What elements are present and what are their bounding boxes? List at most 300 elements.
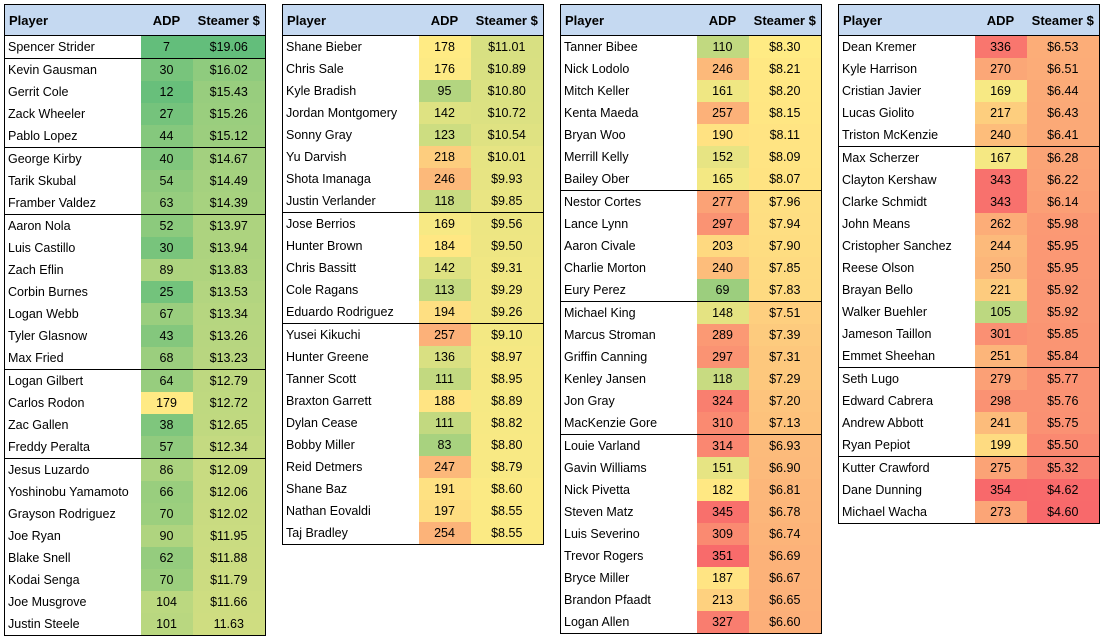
steamer-value-cell: $9.93	[471, 168, 544, 190]
steamer-value-cell: $12.72	[193, 392, 266, 414]
steamer-value-cell: $6.65	[749, 589, 822, 611]
table-row	[839, 368, 1100, 391]
player-name-cell: Zac Gallen	[5, 414, 141, 436]
adp-cell: 270	[975, 58, 1027, 80]
table-row	[561, 58, 822, 80]
steamer-value-cell: $12.09	[193, 459, 266, 482]
table-row	[283, 257, 544, 279]
adp-cell: 30	[141, 59, 193, 82]
adp-cell: 351	[697, 545, 749, 567]
player-name-cell: Yusei Kikuchi	[283, 324, 419, 347]
table-row	[5, 59, 266, 82]
steamer-value-cell: $8.95	[471, 368, 544, 390]
player-name-cell: Brayan Bello	[839, 279, 975, 301]
steamer-value-cell: $7.90	[749, 235, 822, 257]
steamer-value-cell: $10.72	[471, 102, 544, 124]
steamer-value-cell: $12.34	[193, 436, 266, 459]
table-row	[839, 301, 1100, 323]
steamer-value-cell: $8.89	[471, 390, 544, 412]
table-row	[283, 346, 544, 368]
player-name-cell: Jordan Montgomery	[283, 102, 419, 124]
table-row	[283, 80, 544, 102]
pitcher-table-2	[282, 4, 544, 545]
player-name-cell: Shota Imanaga	[283, 168, 419, 190]
player-name-cell: Lance Lynn	[561, 213, 697, 235]
player-name-cell: Triston McKenzie	[839, 124, 975, 147]
steamer-value-cell: $13.83	[193, 259, 266, 281]
player-name-cell: Emmet Sheehan	[839, 345, 975, 368]
adp-cell: 40	[141, 148, 193, 171]
adp-cell: 301	[975, 323, 1027, 345]
player-name-cell: Reese Olson	[839, 257, 975, 279]
player-name-cell: Jose Berrios	[283, 213, 419, 236]
steamer-value-cell: $6.14	[1027, 191, 1100, 213]
steamer-value-cell: $5.98	[1027, 213, 1100, 235]
table-row	[283, 500, 544, 522]
adp-cell: 277	[697, 191, 749, 214]
table-row	[5, 503, 266, 525]
player-name-cell: Cristian Javier	[839, 80, 975, 102]
player-name-cell: Kyle Harrison	[839, 58, 975, 80]
table-row	[839, 80, 1100, 102]
table-row	[561, 213, 822, 235]
player-name-cell: Luis Severino	[561, 523, 697, 545]
player-name-cell: Clarke Schmidt	[839, 191, 975, 213]
table-row	[561, 124, 822, 146]
steamer-value-cell: $6.74	[749, 523, 822, 545]
player-name-cell: Logan Webb	[5, 303, 141, 325]
steamer-value-cell: $11.79	[193, 569, 266, 591]
adp-cell: 176	[419, 58, 471, 80]
table-row	[5, 103, 266, 125]
table-row	[561, 523, 822, 545]
player-name-cell: Zach Eflin	[5, 259, 141, 281]
steamer-value-cell: $8.09	[749, 146, 822, 168]
table-row	[5, 613, 266, 636]
table-row	[839, 147, 1100, 170]
adp-cell: 152	[697, 146, 749, 168]
player-name-cell: Kodai Senga	[5, 569, 141, 591]
table-row	[5, 237, 266, 259]
adp-cell: 165	[697, 168, 749, 191]
player-name-cell: Taj Bradley	[283, 522, 419, 545]
steamer-value-cell: $13.26	[193, 325, 266, 347]
steamer-value-cell: $11.66	[193, 591, 266, 613]
adp-cell: 151	[697, 457, 749, 479]
steamer-value-cell: 11.63	[193, 613, 266, 636]
table-row	[283, 390, 544, 412]
adp-cell: 289	[697, 324, 749, 346]
adp-cell: 7	[141, 36, 193, 59]
adp-cell: 298	[975, 390, 1027, 412]
adp-cell: 111	[419, 368, 471, 390]
player-name-cell: Dylan Cease	[283, 412, 419, 434]
steamer-value-cell: $8.60	[471, 478, 544, 500]
table-row	[5, 36, 266, 59]
adp-cell: 38	[141, 414, 193, 436]
steamer-value-cell: $6.51	[1027, 58, 1100, 80]
adp-cell: 191	[419, 478, 471, 500]
steamer-value-cell: $11.95	[193, 525, 266, 547]
steamer-value-cell: $10.01	[471, 146, 544, 168]
header-steamer: Steamer $	[471, 5, 544, 36]
adp-cell: 142	[419, 257, 471, 279]
table-row	[5, 569, 266, 591]
adp-cell: 275	[975, 457, 1027, 480]
adp-cell: 86	[141, 459, 193, 482]
player-name-cell: Dean Kremer	[839, 36, 975, 59]
steamer-value-cell: $6.44	[1027, 80, 1100, 102]
table-row	[561, 589, 822, 611]
player-name-cell: Framber Valdez	[5, 192, 141, 215]
table-row	[561, 235, 822, 257]
adp-cell: 101	[141, 613, 193, 636]
steamer-value-cell: $13.97	[193, 215, 266, 238]
adp-cell: 148	[697, 302, 749, 325]
adp-cell: 246	[419, 168, 471, 190]
adp-cell: 244	[975, 235, 1027, 257]
table-row	[283, 124, 544, 146]
header-row	[283, 5, 544, 36]
player-name-cell: Joe Musgrove	[5, 591, 141, 613]
adp-cell: 336	[975, 36, 1027, 59]
steamer-value-cell: $16.02	[193, 59, 266, 82]
player-name-cell: Michael Wacha	[839, 501, 975, 524]
adp-cell: 240	[975, 124, 1027, 147]
header-player: Player	[561, 5, 697, 36]
player-name-cell: Jameson Taillon	[839, 323, 975, 345]
table-row	[5, 481, 266, 503]
table-row	[283, 368, 544, 390]
table-row	[561, 545, 822, 567]
table-row	[283, 146, 544, 168]
steamer-value-cell: $7.94	[749, 213, 822, 235]
player-name-cell: MacKenzie Gore	[561, 412, 697, 435]
header-row	[561, 5, 822, 36]
table-row	[839, 169, 1100, 191]
table-row	[283, 522, 544, 545]
table-row	[283, 301, 544, 324]
player-name-cell: Joe Ryan	[5, 525, 141, 547]
header-player: Player	[839, 5, 975, 36]
player-name-cell: Seth Lugo	[839, 368, 975, 391]
player-name-cell: Freddy Peralta	[5, 436, 141, 459]
player-name-cell: Hunter Brown	[283, 235, 419, 257]
player-name-cell: Walker Buehler	[839, 301, 975, 323]
player-name-cell: Chris Bassitt	[283, 257, 419, 279]
steamer-value-cell: $14.39	[193, 192, 266, 215]
adp-cell: 182	[697, 479, 749, 501]
steamer-value-cell: $7.83	[749, 279, 822, 302]
header-player: Player	[283, 5, 419, 36]
adp-cell: 25	[141, 281, 193, 303]
table-row	[561, 279, 822, 302]
player-name-cell: Andrew Abbott	[839, 412, 975, 434]
table-row	[5, 325, 266, 347]
adp-cell: 113	[419, 279, 471, 301]
steamer-value-cell: $8.80	[471, 434, 544, 456]
table-row	[839, 345, 1100, 368]
table-row	[561, 302, 822, 325]
adp-cell: 247	[419, 456, 471, 478]
table-row	[5, 436, 266, 459]
player-name-cell: Brandon Pfaadt	[561, 589, 697, 611]
adp-cell: 297	[697, 213, 749, 235]
steamer-value-cell: $14.49	[193, 170, 266, 192]
player-name-cell: Charlie Morton	[561, 257, 697, 279]
adp-cell: 246	[697, 58, 749, 80]
player-name-cell: Tanner Scott	[283, 368, 419, 390]
player-name-cell: Yu Darvish	[283, 146, 419, 168]
player-name-cell: Braxton Garrett	[283, 390, 419, 412]
adp-cell: 69	[697, 279, 749, 302]
adp-cell: 327	[697, 611, 749, 634]
adp-cell: 343	[975, 169, 1027, 191]
steamer-value-cell: $7.31	[749, 346, 822, 368]
player-name-cell: Kutter Crawford	[839, 457, 975, 480]
steamer-value-cell: $10.80	[471, 80, 544, 102]
adp-cell: 309	[697, 523, 749, 545]
header-row	[5, 5, 266, 36]
steamer-value-cell: $7.13	[749, 412, 822, 435]
adp-cell: 179	[141, 392, 193, 414]
adp-cell: 254	[419, 522, 471, 545]
adp-cell: 297	[697, 346, 749, 368]
table-row	[283, 279, 544, 301]
player-name-cell: Bailey Ober	[561, 168, 697, 191]
steamer-value-cell: $13.23	[193, 347, 266, 370]
steamer-value-cell: $12.79	[193, 370, 266, 393]
adp-cell: 110	[697, 36, 749, 59]
player-name-cell: Carlos Rodon	[5, 392, 141, 414]
table-row	[5, 370, 266, 393]
table-row	[283, 478, 544, 500]
steamer-value-cell: $14.67	[193, 148, 266, 171]
table-row	[839, 323, 1100, 345]
player-name-cell: Trevor Rogers	[561, 545, 697, 567]
table-row	[5, 215, 266, 238]
steamer-value-cell: $7.39	[749, 324, 822, 346]
player-name-cell: Tyler Glasnow	[5, 325, 141, 347]
adp-cell: 70	[141, 569, 193, 591]
adp-cell: 169	[419, 213, 471, 236]
table-row	[561, 501, 822, 523]
adp-cell: 273	[975, 501, 1027, 524]
table-row	[561, 191, 822, 214]
steamer-value-cell: $12.65	[193, 414, 266, 436]
steamer-value-cell: $6.43	[1027, 102, 1100, 124]
steamer-value-cell: $9.26	[471, 301, 544, 324]
player-name-cell: Merrill Kelly	[561, 146, 697, 168]
steamer-value-cell: $5.84	[1027, 345, 1100, 368]
player-name-cell: Chris Sale	[283, 58, 419, 80]
adp-cell: 30	[141, 237, 193, 259]
player-name-cell: Michael King	[561, 302, 697, 325]
player-name-cell: Cole Ragans	[283, 279, 419, 301]
player-name-cell: Justin Steele	[5, 613, 141, 636]
adp-cell: 257	[419, 324, 471, 347]
steamer-value-cell: $8.55	[471, 500, 544, 522]
player-name-cell: Bryan Woo	[561, 124, 697, 146]
player-name-cell: Gavin Williams	[561, 457, 697, 479]
adp-cell: 89	[141, 259, 193, 281]
player-name-cell: Nestor Cortes	[561, 191, 697, 214]
table-row	[561, 479, 822, 501]
player-name-cell: Cristopher Sanchez	[839, 235, 975, 257]
adp-cell: 169	[975, 80, 1027, 102]
header-steamer: Steamer $	[1027, 5, 1100, 36]
steamer-value-cell: $5.50	[1027, 434, 1100, 457]
header-adp: ADP	[141, 5, 193, 36]
player-name-cell: Steven Matz	[561, 501, 697, 523]
table-row	[5, 125, 266, 148]
table-row	[839, 457, 1100, 480]
table-row	[283, 324, 544, 347]
adp-cell: 184	[419, 235, 471, 257]
steamer-value-cell: $5.75	[1027, 412, 1100, 434]
header-row	[839, 5, 1100, 36]
player-name-cell: Clayton Kershaw	[839, 169, 975, 191]
player-name-cell: Mitch Keller	[561, 80, 697, 102]
header-steamer: Steamer $	[193, 5, 266, 36]
table-row	[839, 58, 1100, 80]
adp-cell: 218	[419, 146, 471, 168]
player-name-cell: Spencer Strider	[5, 36, 141, 59]
player-name-cell: Zack Wheeler	[5, 103, 141, 125]
steamer-value-cell: $6.28	[1027, 147, 1100, 170]
table-row	[283, 213, 544, 236]
header-steamer: Steamer $	[749, 5, 822, 36]
player-name-cell: Jon Gray	[561, 390, 697, 412]
adp-cell: 136	[419, 346, 471, 368]
player-name-cell: Ryan Pepiot	[839, 434, 975, 457]
table-row	[561, 567, 822, 589]
steamer-value-cell: $4.60	[1027, 501, 1100, 524]
table-row	[283, 102, 544, 124]
player-name-cell: Pablo Lopez	[5, 125, 141, 148]
adp-cell: 90	[141, 525, 193, 547]
table-row	[839, 434, 1100, 457]
steamer-value-cell: $15.26	[193, 103, 266, 125]
player-name-cell: Grayson Rodriguez	[5, 503, 141, 525]
steamer-value-cell: $9.50	[471, 235, 544, 257]
adp-cell: 217	[975, 102, 1027, 124]
player-name-cell: Jesus Luzardo	[5, 459, 141, 482]
steamer-value-cell: $9.56	[471, 213, 544, 236]
steamer-value-cell: $8.20	[749, 80, 822, 102]
player-name-cell: John Means	[839, 213, 975, 235]
table-row	[561, 80, 822, 102]
table-row	[283, 58, 544, 80]
adp-cell: 167	[975, 147, 1027, 170]
adp-cell: 221	[975, 279, 1027, 301]
table-row	[561, 611, 822, 634]
steamer-value-cell: $19.06	[193, 36, 266, 59]
adp-cell: 197	[419, 500, 471, 522]
player-name-cell: Edward Cabrera	[839, 390, 975, 412]
player-name-cell: Max Scherzer	[839, 147, 975, 170]
steamer-value-cell: $15.12	[193, 125, 266, 148]
player-name-cell: Nick Pivetta	[561, 479, 697, 501]
player-name-cell: Bobby Miller	[283, 434, 419, 456]
adp-cell: 67	[141, 303, 193, 325]
adp-cell: 118	[697, 368, 749, 390]
player-name-cell: Griffin Canning	[561, 346, 697, 368]
player-name-cell: Kenley Jansen	[561, 368, 697, 390]
steamer-value-cell: $12.06	[193, 481, 266, 503]
steamer-value-cell: $9.29	[471, 279, 544, 301]
adp-cell: 44	[141, 125, 193, 148]
table-row	[283, 36, 544, 59]
adp-cell: 314	[697, 435, 749, 458]
player-name-cell: Nathan Eovaldi	[283, 500, 419, 522]
table-row	[561, 457, 822, 479]
header-adp: ADP	[419, 5, 471, 36]
steamer-value-cell: $11.01	[471, 36, 544, 59]
player-name-cell: Louie Varland	[561, 435, 697, 458]
table-row	[561, 146, 822, 168]
steamer-value-cell: $5.32	[1027, 457, 1100, 480]
adp-cell: 310	[697, 412, 749, 435]
table-row	[561, 168, 822, 191]
table-row	[283, 190, 544, 213]
adp-cell: 123	[419, 124, 471, 146]
steamer-value-cell: $6.81	[749, 479, 822, 501]
steamer-value-cell: $8.11	[749, 124, 822, 146]
table-row	[839, 501, 1100, 524]
player-name-cell: Nick Lodolo	[561, 58, 697, 80]
pitcher-table-3	[560, 4, 822, 634]
player-name-cell: Corbin Burnes	[5, 281, 141, 303]
steamer-value-cell: $8.55	[471, 522, 544, 545]
table-row	[283, 235, 544, 257]
adp-cell: 62	[141, 547, 193, 569]
steamer-value-cell: $13.34	[193, 303, 266, 325]
player-name-cell: Kyle Bradish	[283, 80, 419, 102]
table-row	[5, 591, 266, 613]
adp-cell: 142	[419, 102, 471, 124]
steamer-value-cell: $8.82	[471, 412, 544, 434]
table-row	[839, 479, 1100, 501]
adp-cell: 111	[419, 412, 471, 434]
player-name-cell: Luis Castillo	[5, 237, 141, 259]
header-player: Player	[5, 5, 141, 36]
table-row	[561, 390, 822, 412]
adp-cell: 43	[141, 325, 193, 347]
steamer-value-cell: $6.53	[1027, 36, 1100, 59]
steamer-value-cell: $10.54	[471, 124, 544, 146]
table-row	[5, 148, 266, 171]
table-row	[5, 81, 266, 103]
player-name-cell: Marcus Stroman	[561, 324, 697, 346]
steamer-value-cell: $9.31	[471, 257, 544, 279]
table-row	[839, 412, 1100, 434]
player-name-cell: Logan Gilbert	[5, 370, 141, 393]
player-name-cell: Aaron Nola	[5, 215, 141, 238]
table-row	[561, 324, 822, 346]
table-row	[839, 36, 1100, 59]
table-row	[5, 347, 266, 370]
adp-cell: 190	[697, 124, 749, 146]
header-adp: ADP	[697, 5, 749, 36]
adp-cell: 66	[141, 481, 193, 503]
table-row	[839, 235, 1100, 257]
player-name-cell: Shane Bieber	[283, 36, 419, 59]
adp-cell: 68	[141, 347, 193, 370]
steamer-value-cell: $6.90	[749, 457, 822, 479]
steamer-value-cell: $5.76	[1027, 390, 1100, 412]
table-row	[283, 168, 544, 190]
